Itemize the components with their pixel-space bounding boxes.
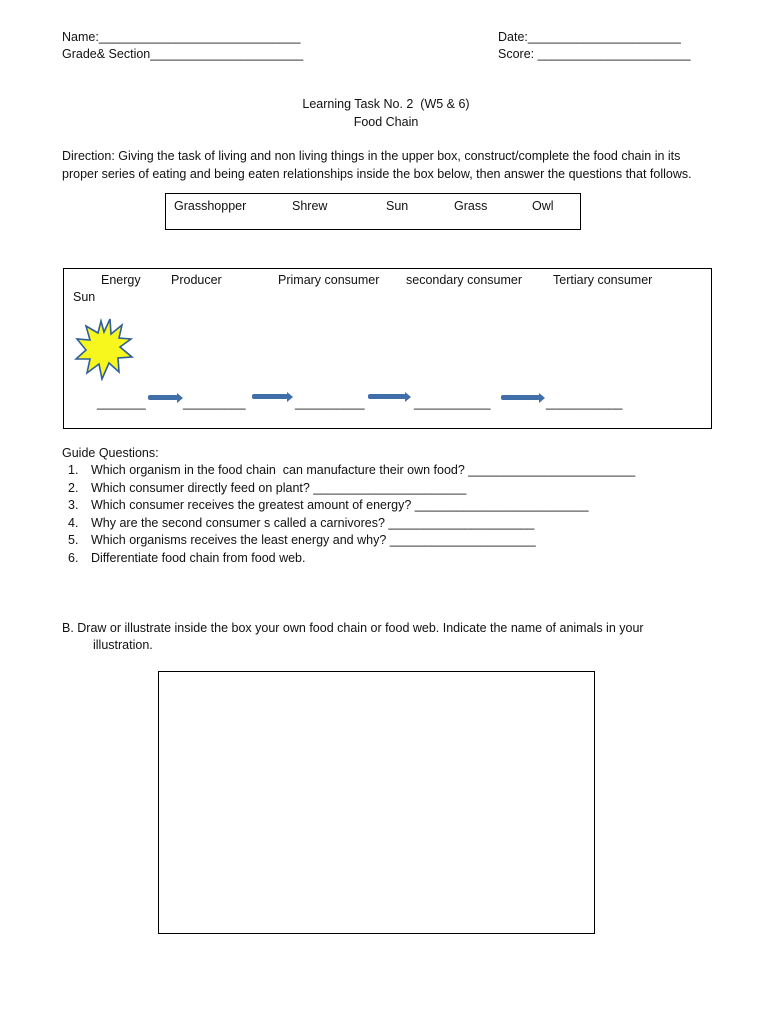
score-field-line: Score: ______________________	[498, 47, 691, 61]
name-field-line: Name:_____________________________	[62, 30, 301, 44]
task-title: Learning Task No. 2 (W5 & 6)	[302, 97, 470, 111]
arrow-4-icon	[501, 395, 540, 400]
guide-questions-heading: Guide Questions:	[62, 446, 159, 460]
word-shrew: Shrew	[292, 199, 328, 213]
word-box	[165, 193, 581, 230]
direction-line-2: proper series of eating and being eaten relationships inside the box below, then answer the questions that follows.	[62, 167, 692, 181]
drawing-box[interactable]	[158, 671, 595, 934]
blank-3: __________	[295, 396, 365, 410]
label-sun: Sun	[73, 290, 96, 304]
question-item: 4. Why are the second consumer s called a carnivores? _____________________	[68, 515, 535, 530]
question-item: 6. Differentiate food chain from food web.	[68, 550, 306, 565]
label-primary-consumer: Primary consumer	[278, 273, 380, 287]
word-grass: Grass	[454, 199, 488, 213]
task-subtitle: Food Chain	[353, 115, 419, 129]
question-item: 5. Which organisms receives the least energy and why? _____________________	[68, 533, 536, 547]
word-sun: Sun	[386, 199, 409, 213]
part-b-instruction-line-2: illustration.	[93, 638, 153, 652]
arrow-1-icon	[148, 395, 178, 400]
blank-4: ___________	[414, 396, 491, 410]
question-item: 2. Which consumer directly feed on plant? ______________________	[68, 480, 467, 495]
blank-2: _________	[183, 396, 246, 410]
word-owl: Owl	[532, 199, 554, 213]
direction-line-1: Direction: Giving the task of living and non living things in the upper box, construct/complete the food chain in its	[62, 149, 681, 163]
label-secondary-consumer: secondary consumer	[406, 273, 523, 287]
question-item: 3. Which consumer receives the greatest amount of energy? _________________________	[68, 498, 589, 512]
label-tertiary-consumer: Tertiary consumer	[553, 273, 653, 287]
arrow-3-icon	[368, 394, 406, 399]
word-grasshopper: Grasshopper	[174, 199, 247, 213]
blank-5: ___________	[546, 396, 623, 410]
arrow-2-icon	[252, 394, 288, 399]
grade-section-field-line: Grade& Section______________________	[62, 47, 304, 61]
part-b-instruction-line-1: B. Draw or illustrate inside the box your own food chain or food web. Indicate the name of animals in your	[62, 621, 644, 635]
guide-questions-list	[62, 462, 635, 567]
date-field-line: Date:______________________	[498, 30, 681, 44]
label-producer: Producer	[171, 273, 222, 287]
sun-starburst-icon	[74, 317, 134, 381]
question-item: 1. Which organism in the food chain can manufacture their own food? ________________________	[68, 463, 636, 477]
blank-1: _______	[97, 396, 146, 410]
label-energy: Energy	[101, 273, 141, 287]
food-chain-box	[63, 268, 712, 429]
